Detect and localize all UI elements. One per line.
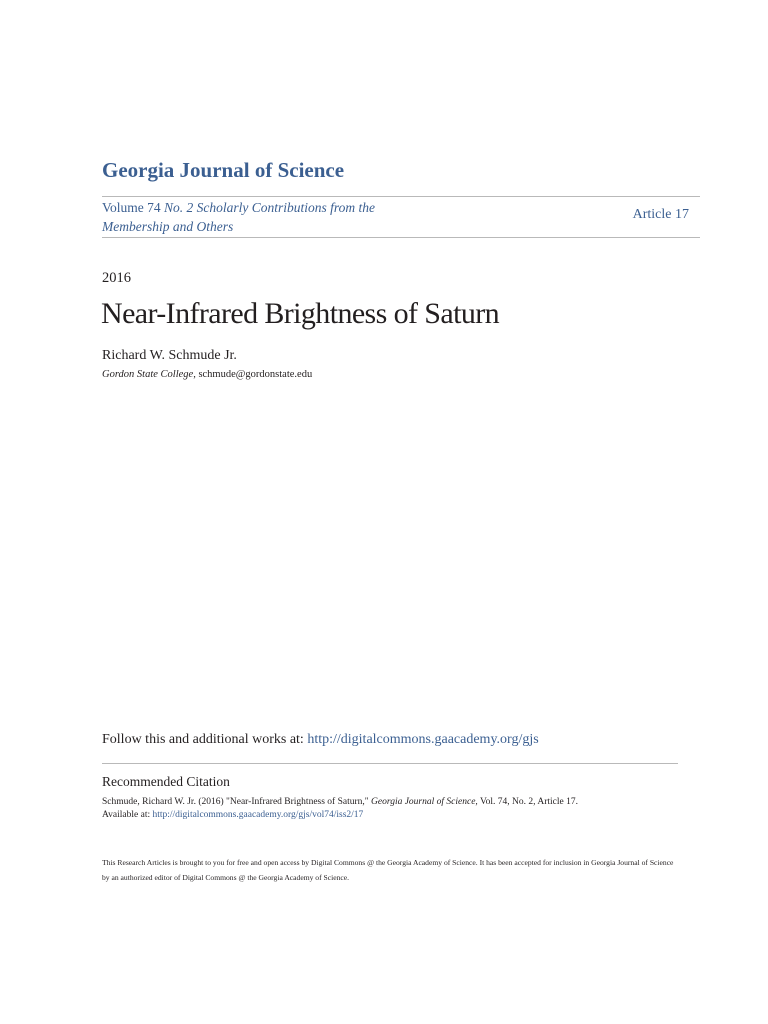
open-access-notice: This Research Articles is brought to you for free and open access by Digital Commons @ the Georgia Academy of Science. It has been accepted for inclusion in Georgia Journal of Science by an authorized editor of Digital Commons @ the Georgia Academy of Science. [102,858,674,882]
citation-authors-title: Schmude, Richard W. Jr. (2016) "Near-Infrared Brightness of Saturn," [102,797,372,807]
header-divider-top [102,196,700,197]
follow-line [102,732,539,748]
citation-journal-name: Georgia Journal of Science [371,797,476,807]
citation-volume-info: , Vol. 74, No. 2, Article 17. [475,797,578,807]
volume-issue-line[interactable] [102,198,422,236]
publication-year: 2016 [102,270,131,286]
volume-label[interactable]: Volume 74 [102,200,161,215]
citation-text [102,796,702,822]
author-affiliation [102,369,312,380]
journal-title-link[interactable]: Georgia Journal of Science [102,158,345,182]
recommended-citation-heading: Recommended Citation [102,774,230,789]
citation-divider [102,763,678,764]
available-url-link[interactable]: http://digitalcommons.gaacademy.org/gjs/vol74/iss2/17 [152,810,364,820]
article-number-link[interactable]: Article 17 [632,207,689,222]
issue-title[interactable]: No. 2 Scholarly Contributions from the Membership and Others [102,200,376,234]
follow-prefix: Follow this and additional works at: [102,732,308,747]
header-divider-bottom [102,237,700,238]
author-email: , schmude@gordonstate.edu [193,369,313,380]
available-prefix: Available at: [102,810,153,820]
article-title: Near-Infrared Brightness of Saturn [101,297,500,330]
institution-name: Gordon State College [102,369,194,380]
follow-url-link[interactable]: http://digitalcommons.gaacademy.org/gjs [307,732,539,747]
author-name: Richard W. Schmude Jr. [102,348,237,363]
